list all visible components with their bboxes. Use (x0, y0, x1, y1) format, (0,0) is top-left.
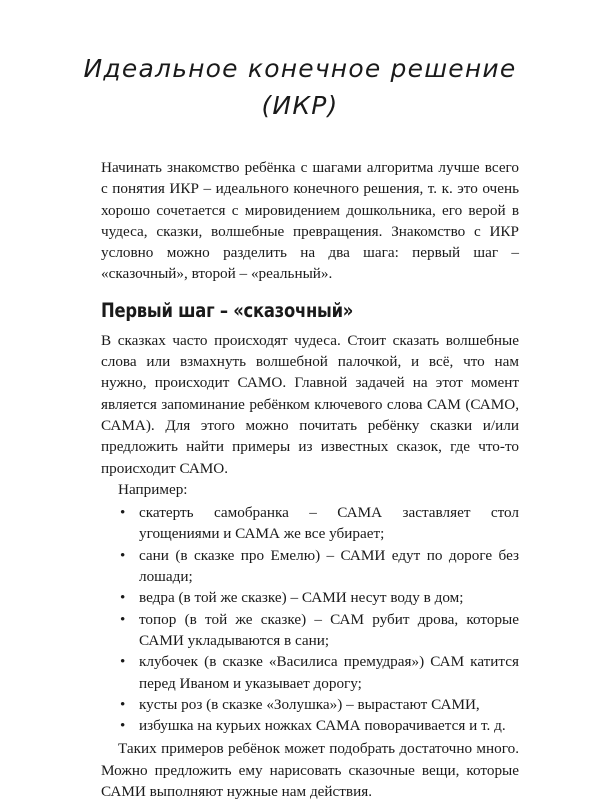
chapter-title (60, 50, 540, 124)
bullet-icon: • (120, 695, 126, 713)
list-item-text: избушка на курьих ножках САМА поворачивается и т. д. (139, 717, 506, 735)
list-item-text: сани (в сказке про Емелю) – САМИ едут по дороге без лошади; (139, 546, 519, 586)
bullet-icon: • (120, 610, 126, 628)
list-item (120, 715, 519, 736)
chapter-title-line-2: (ИКР) (261, 91, 339, 120)
list-item-text: кусты роз (в сказке «Золушка») – вырастают САМИ, (139, 695, 480, 713)
list-item (120, 651, 519, 694)
section-paragraph-2: Таких примеров ребёнок может подобрать достаточно много. Можно предложить ему нарисовать сказочные вещи, которые САМИ выполняют нужные нам действия. (101, 740, 519, 801)
bullet-icon: • (120, 504, 126, 522)
list-item-text: клубочек (в сказке «Василиса премудрая») САМ катится перед Иваном и указывает дорогу; (139, 653, 519, 692)
section-paragraph-1: В сказках часто происходят чудеса. Стоит сказать волшебные слова или взмахнуть волшебной палочкой, и всё, что нам нужно, происходит САМО. Главной задачей на этот момент является запоминание ребёнком ключевого слова САМ (САМО, САМА). Для этого можно почитать ребёнку сказки и/или предложить найти примеры из известных сказок, где что-то происходит САМО. (101, 331, 519, 477)
list-item-text: топор (в той же сказке) – САМ рубит дрова, которые САМИ укладываются в сани; (139, 610, 519, 649)
list-item (120, 502, 519, 545)
list-item-text: скатерть самобранка – САМА заставляет стол угощениями и САМА же все убирает; (139, 504, 519, 543)
list-item-text: ведра (в той же сказке) – САМИ несут воду в дом; (139, 589, 464, 607)
bullet-icon: • (120, 546, 126, 564)
examples-list (101, 502, 519, 736)
bullet-icon: • (120, 653, 126, 671)
bullet-icon: • (120, 717, 126, 735)
bullet-icon: • (120, 589, 126, 607)
intro-paragraph: Начинать знакомство ребёнка с шагами алгоритма лучше всего с понятия ИКР – идеального конечного решения, т. к. это очень хорошо сочетается с мировидением дошкольника, его верой в чудеса, сказки, волшебные превращения. Знакомство с ИКР условно можно разделить на два шага: первый шаг – «сказочный», второй – «реальный». (101, 159, 519, 283)
example-label: Например: (118, 480, 188, 498)
section-heading: Первый шаг – «сказочный» (101, 298, 354, 322)
list-item (120, 694, 519, 715)
chapter-title-line-1: Идеальное конечное решение (83, 54, 517, 83)
list-item (120, 609, 519, 652)
page-content (101, 157, 519, 802)
list-item (120, 545, 519, 588)
list-item (120, 587, 519, 608)
